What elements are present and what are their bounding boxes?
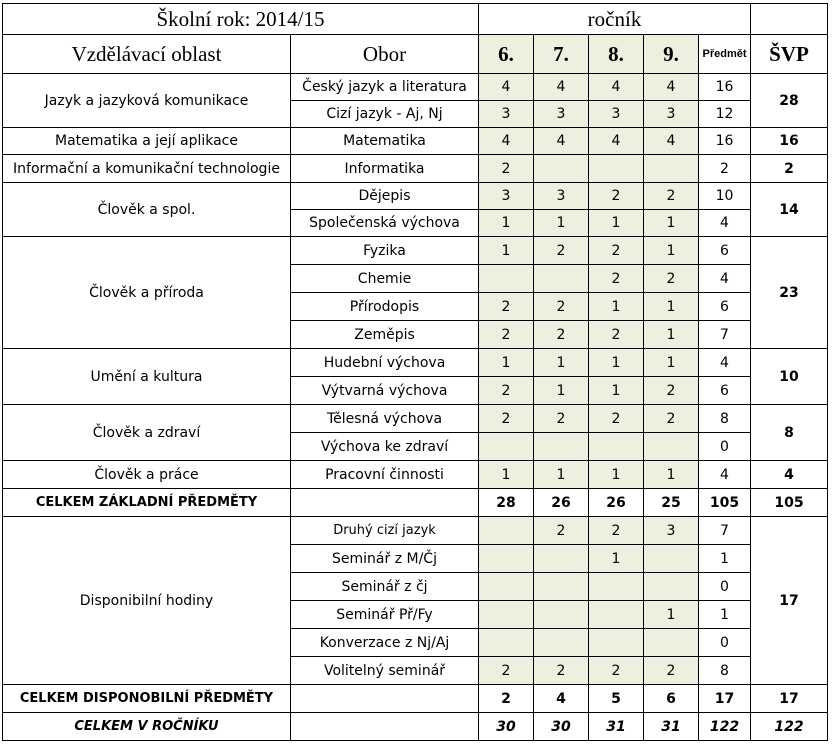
- predmet-cell: 6: [699, 237, 751, 265]
- obor-cell: Seminář z čj: [291, 573, 479, 601]
- grade-9-cell: [644, 155, 699, 183]
- grade-6-cell: 2: [479, 657, 534, 685]
- predmet-cell: 4: [699, 265, 751, 293]
- grade-8-cell: 1: [589, 377, 644, 405]
- predmet-cell: 8: [699, 657, 751, 685]
- obor-cell: Konverzace z Nj/Aj: [291, 629, 479, 657]
- obor-cell: Hudební výchova: [291, 349, 479, 377]
- col-svp-header: ŠVP: [751, 35, 828, 74]
- grade-8-cell: 2: [589, 405, 644, 433]
- grade-9-cell: [644, 629, 699, 657]
- grade-9-cell: 1: [644, 461, 699, 489]
- grade-7-cell: 2: [534, 657, 589, 685]
- grade-8-cell: 3: [589, 101, 644, 128]
- grade-7-cell: 1: [534, 210, 589, 237]
- grade-8-cell: 2: [589, 517, 644, 545]
- svp-cell: 2: [751, 155, 828, 183]
- predmet-cell: 16: [699, 74, 751, 101]
- grade-6-cell: 2: [479, 685, 534, 713]
- grade-8-cell: [589, 433, 644, 461]
- grade-6-cell: [479, 517, 534, 545]
- rocnik-label: ročník: [479, 4, 751, 35]
- grade-7-cell: [534, 573, 589, 601]
- grade-7-cell: [534, 629, 589, 657]
- grade-6-cell: [479, 573, 534, 601]
- col-predmet-header: Předmět: [699, 35, 751, 74]
- grade-9-cell: [644, 433, 699, 461]
- grade-9-cell: 1: [644, 349, 699, 377]
- grade-7-cell: 26: [534, 489, 589, 517]
- grade-9-cell: 2: [644, 377, 699, 405]
- total-disposable-row: [3, 685, 828, 713]
- obor-cell: Pracovní činnosti: [291, 461, 479, 489]
- svp-cell: 10: [751, 349, 828, 405]
- grade-6-cell: 1: [479, 210, 534, 237]
- grade-6-cell: 30: [479, 713, 534, 741]
- table-row: [3, 74, 828, 101]
- grade-6-cell: 4: [479, 128, 534, 155]
- grade-7-cell: [534, 265, 589, 293]
- obor-cell: Český jazyk a literatura: [291, 74, 479, 101]
- grade-7-cell: 4: [534, 74, 589, 101]
- obor-cell: Společenská výchova: [291, 210, 479, 237]
- grade-8-cell: 26: [589, 489, 644, 517]
- total-basic-label: CELKEM ZÁKLADNÍ PŘEDMĚTY: [3, 489, 291, 517]
- predmet-cell: 1: [699, 545, 751, 573]
- area-cell: Člověk a práce: [3, 461, 291, 489]
- grade-8-cell: 2: [589, 237, 644, 265]
- grade-7-cell: 4: [534, 685, 589, 713]
- predmet-cell: 7: [699, 517, 751, 545]
- grade-8-cell: 1: [589, 210, 644, 237]
- predmet-cell: 4: [699, 461, 751, 489]
- table-row: [3, 183, 828, 210]
- grade-6-cell: [479, 433, 534, 461]
- grade-9-cell: 1: [644, 293, 699, 321]
- area-cell: Člověk a spol.: [3, 183, 291, 237]
- predmet-cell: 122: [699, 713, 751, 741]
- svp-cell: 122: [751, 713, 828, 741]
- title-blank: [751, 4, 828, 35]
- obor-cell: Druhý cizí jazyk: [291, 517, 479, 545]
- grade-8-cell: 4: [589, 74, 644, 101]
- grade-9-header: 9.: [644, 35, 699, 74]
- obor-cell: Seminář z M/Čj: [291, 545, 479, 573]
- grade-8-cell: 5: [589, 685, 644, 713]
- predmet-cell: 105: [699, 489, 751, 517]
- predmet-cell: 1: [699, 601, 751, 629]
- grade-9-cell: 1: [644, 210, 699, 237]
- predmet-cell: 16: [699, 128, 751, 155]
- grade-9-cell: 4: [644, 74, 699, 101]
- grade-7-header: 7.: [534, 35, 589, 74]
- svp-cell: 105: [751, 489, 828, 517]
- total-year-label: CELKEM V ROČNÍKU: [3, 713, 291, 741]
- grade-8-cell: [589, 155, 644, 183]
- grade-7-cell: [534, 601, 589, 629]
- predmet-cell: 8: [699, 405, 751, 433]
- grade-8-cell: 2: [589, 265, 644, 293]
- grade-7-cell: [534, 433, 589, 461]
- area-cell: Matematika a její aplikace: [3, 128, 291, 155]
- grade-8-cell: 1: [589, 545, 644, 573]
- grade-9-cell: 2: [644, 657, 699, 685]
- grade-8-cell: 2: [589, 321, 644, 349]
- predmet-cell: 6: [699, 377, 751, 405]
- grade-6-cell: 2: [479, 377, 534, 405]
- obor-cell: Tělesná výchova: [291, 405, 479, 433]
- grade-8-cell: [589, 629, 644, 657]
- predmet-cell: 0: [699, 433, 751, 461]
- area-cell: Jazyk a jazyková komunikace: [3, 74, 291, 128]
- predmet-cell: 0: [699, 573, 751, 601]
- grade-8-cell: 31: [589, 713, 644, 741]
- grade-7-cell: [534, 545, 589, 573]
- grade-8-cell: [589, 601, 644, 629]
- table-row: [3, 128, 828, 155]
- table-row: [3, 405, 828, 433]
- grade-7-cell: 30: [534, 713, 589, 741]
- svp-cell: 17: [751, 685, 828, 713]
- grade-7-cell: 1: [534, 349, 589, 377]
- predmet-cell: 4: [699, 349, 751, 377]
- grade-7-cell: 1: [534, 461, 589, 489]
- grade-6-header: 6.: [479, 35, 534, 74]
- table-row: [3, 461, 828, 489]
- grade-6-cell: 28: [479, 489, 534, 517]
- obor-cell: Volitelný seminář: [291, 657, 479, 685]
- obor-cell: [291, 489, 479, 517]
- table-row: [3, 349, 828, 377]
- grade-8-cell: [589, 573, 644, 601]
- grade-9-cell: 3: [644, 517, 699, 545]
- grade-6-cell: 3: [479, 101, 534, 128]
- area-cell: Informační a komunikační technologie: [3, 155, 291, 183]
- grade-8-cell: 1: [589, 349, 644, 377]
- obor-cell: Výchova ke zdraví: [291, 433, 479, 461]
- obor-cell: Informatika: [291, 155, 479, 183]
- title-row: [3, 4, 828, 35]
- grade-8-cell: 2: [589, 657, 644, 685]
- obor-cell: [291, 713, 479, 741]
- grade-8-cell: 2: [589, 183, 644, 210]
- obor-cell: Fyzika: [291, 237, 479, 265]
- obor-cell: Cizí jazyk - Aj, Nj: [291, 101, 479, 128]
- obor-cell: Matematika: [291, 128, 479, 155]
- obor-cell: [291, 685, 479, 713]
- svp-cell: 17: [751, 517, 828, 685]
- grade-7-cell: 3: [534, 183, 589, 210]
- svp-cell: 4: [751, 461, 828, 489]
- grade-7-cell: 1: [534, 377, 589, 405]
- grade-6-cell: 1: [479, 349, 534, 377]
- grade-9-cell: 6: [644, 685, 699, 713]
- school-year: Školní rok: 2014/15: [3, 4, 479, 35]
- grade-9-cell: 2: [644, 265, 699, 293]
- grade-6-cell: [479, 629, 534, 657]
- svp-cell: 16: [751, 128, 828, 155]
- predmet-cell: 7: [699, 321, 751, 349]
- grade-6-cell: 1: [479, 461, 534, 489]
- obor-cell: Chemie: [291, 265, 479, 293]
- table-row: [3, 237, 828, 265]
- grade-7-cell: 2: [534, 293, 589, 321]
- svp-cell: 14: [751, 183, 828, 237]
- grade-6-cell: [479, 265, 534, 293]
- grade-6-cell: 4: [479, 74, 534, 101]
- grade-7-cell: 2: [534, 237, 589, 265]
- svp-cell: 28: [751, 74, 828, 128]
- area-cell: Umění a kultura: [3, 349, 291, 405]
- obor-cell: Dějepis: [291, 183, 479, 210]
- predmet-cell: 10: [699, 183, 751, 210]
- grade-9-cell: 2: [644, 183, 699, 210]
- predmet-cell: 12: [699, 101, 751, 128]
- predmet-cell: 0: [699, 629, 751, 657]
- grade-7-cell: 4: [534, 128, 589, 155]
- area-cell: Disponibilní hodiny: [3, 517, 291, 685]
- predmet-cell: 4: [699, 210, 751, 237]
- obor-cell: Seminář Př/Fy: [291, 601, 479, 629]
- total-disposable-label: CELKEM DISPONOBILNÍ PŘEDMĚTY: [3, 685, 291, 713]
- curriculum-table: [2, 3, 828, 741]
- grade-6-cell: 3: [479, 183, 534, 210]
- grade-6-cell: [479, 545, 534, 573]
- grade-9-cell: 1: [644, 237, 699, 265]
- obor-cell: Přírodopis: [291, 293, 479, 321]
- header-row: [3, 35, 828, 74]
- svp-cell: 23: [751, 237, 828, 349]
- grade-8-cell: 1: [589, 461, 644, 489]
- grade-7-cell: 2: [534, 517, 589, 545]
- grade-7-cell: [534, 155, 589, 183]
- grade-8-header: 8.: [589, 35, 644, 74]
- grade-9-cell: 25: [644, 489, 699, 517]
- grade-8-cell: 1: [589, 293, 644, 321]
- col-obor-header: Obor: [291, 35, 479, 74]
- grade-6-cell: 2: [479, 293, 534, 321]
- svp-cell: 8: [751, 405, 828, 461]
- col-area-header: Vzdělávací oblast: [3, 35, 291, 74]
- table-row: [3, 517, 828, 545]
- grade-8-cell: 4: [589, 128, 644, 155]
- area-cell: Člověk a zdraví: [3, 405, 291, 461]
- grade-6-cell: 2: [479, 155, 534, 183]
- grade-6-cell: 1: [479, 237, 534, 265]
- total-year-row: [3, 713, 828, 741]
- grade-9-cell: 4: [644, 128, 699, 155]
- grade-9-cell: 31: [644, 713, 699, 741]
- grade-9-cell: 2: [644, 405, 699, 433]
- predmet-cell: 6: [699, 293, 751, 321]
- grade-7-cell: 2: [534, 321, 589, 349]
- grade-6-cell: 2: [479, 405, 534, 433]
- obor-cell: Zeměpis: [291, 321, 479, 349]
- predmet-cell: 2: [699, 155, 751, 183]
- grade-6-cell: [479, 601, 534, 629]
- grade-6-cell: 2: [479, 321, 534, 349]
- table-row: [3, 155, 828, 183]
- grade-9-cell: 1: [644, 601, 699, 629]
- grade-9-cell: [644, 545, 699, 573]
- obor-cell: Výtvarná výchova: [291, 377, 479, 405]
- grade-7-cell: 3: [534, 101, 589, 128]
- predmet-cell: 17: [699, 685, 751, 713]
- grade-9-cell: 3: [644, 101, 699, 128]
- area-cell: Člověk a příroda: [3, 237, 291, 349]
- grade-7-cell: 2: [534, 405, 589, 433]
- grade-9-cell: [644, 573, 699, 601]
- total-basic-row: [3, 489, 828, 517]
- grade-9-cell: 1: [644, 321, 699, 349]
